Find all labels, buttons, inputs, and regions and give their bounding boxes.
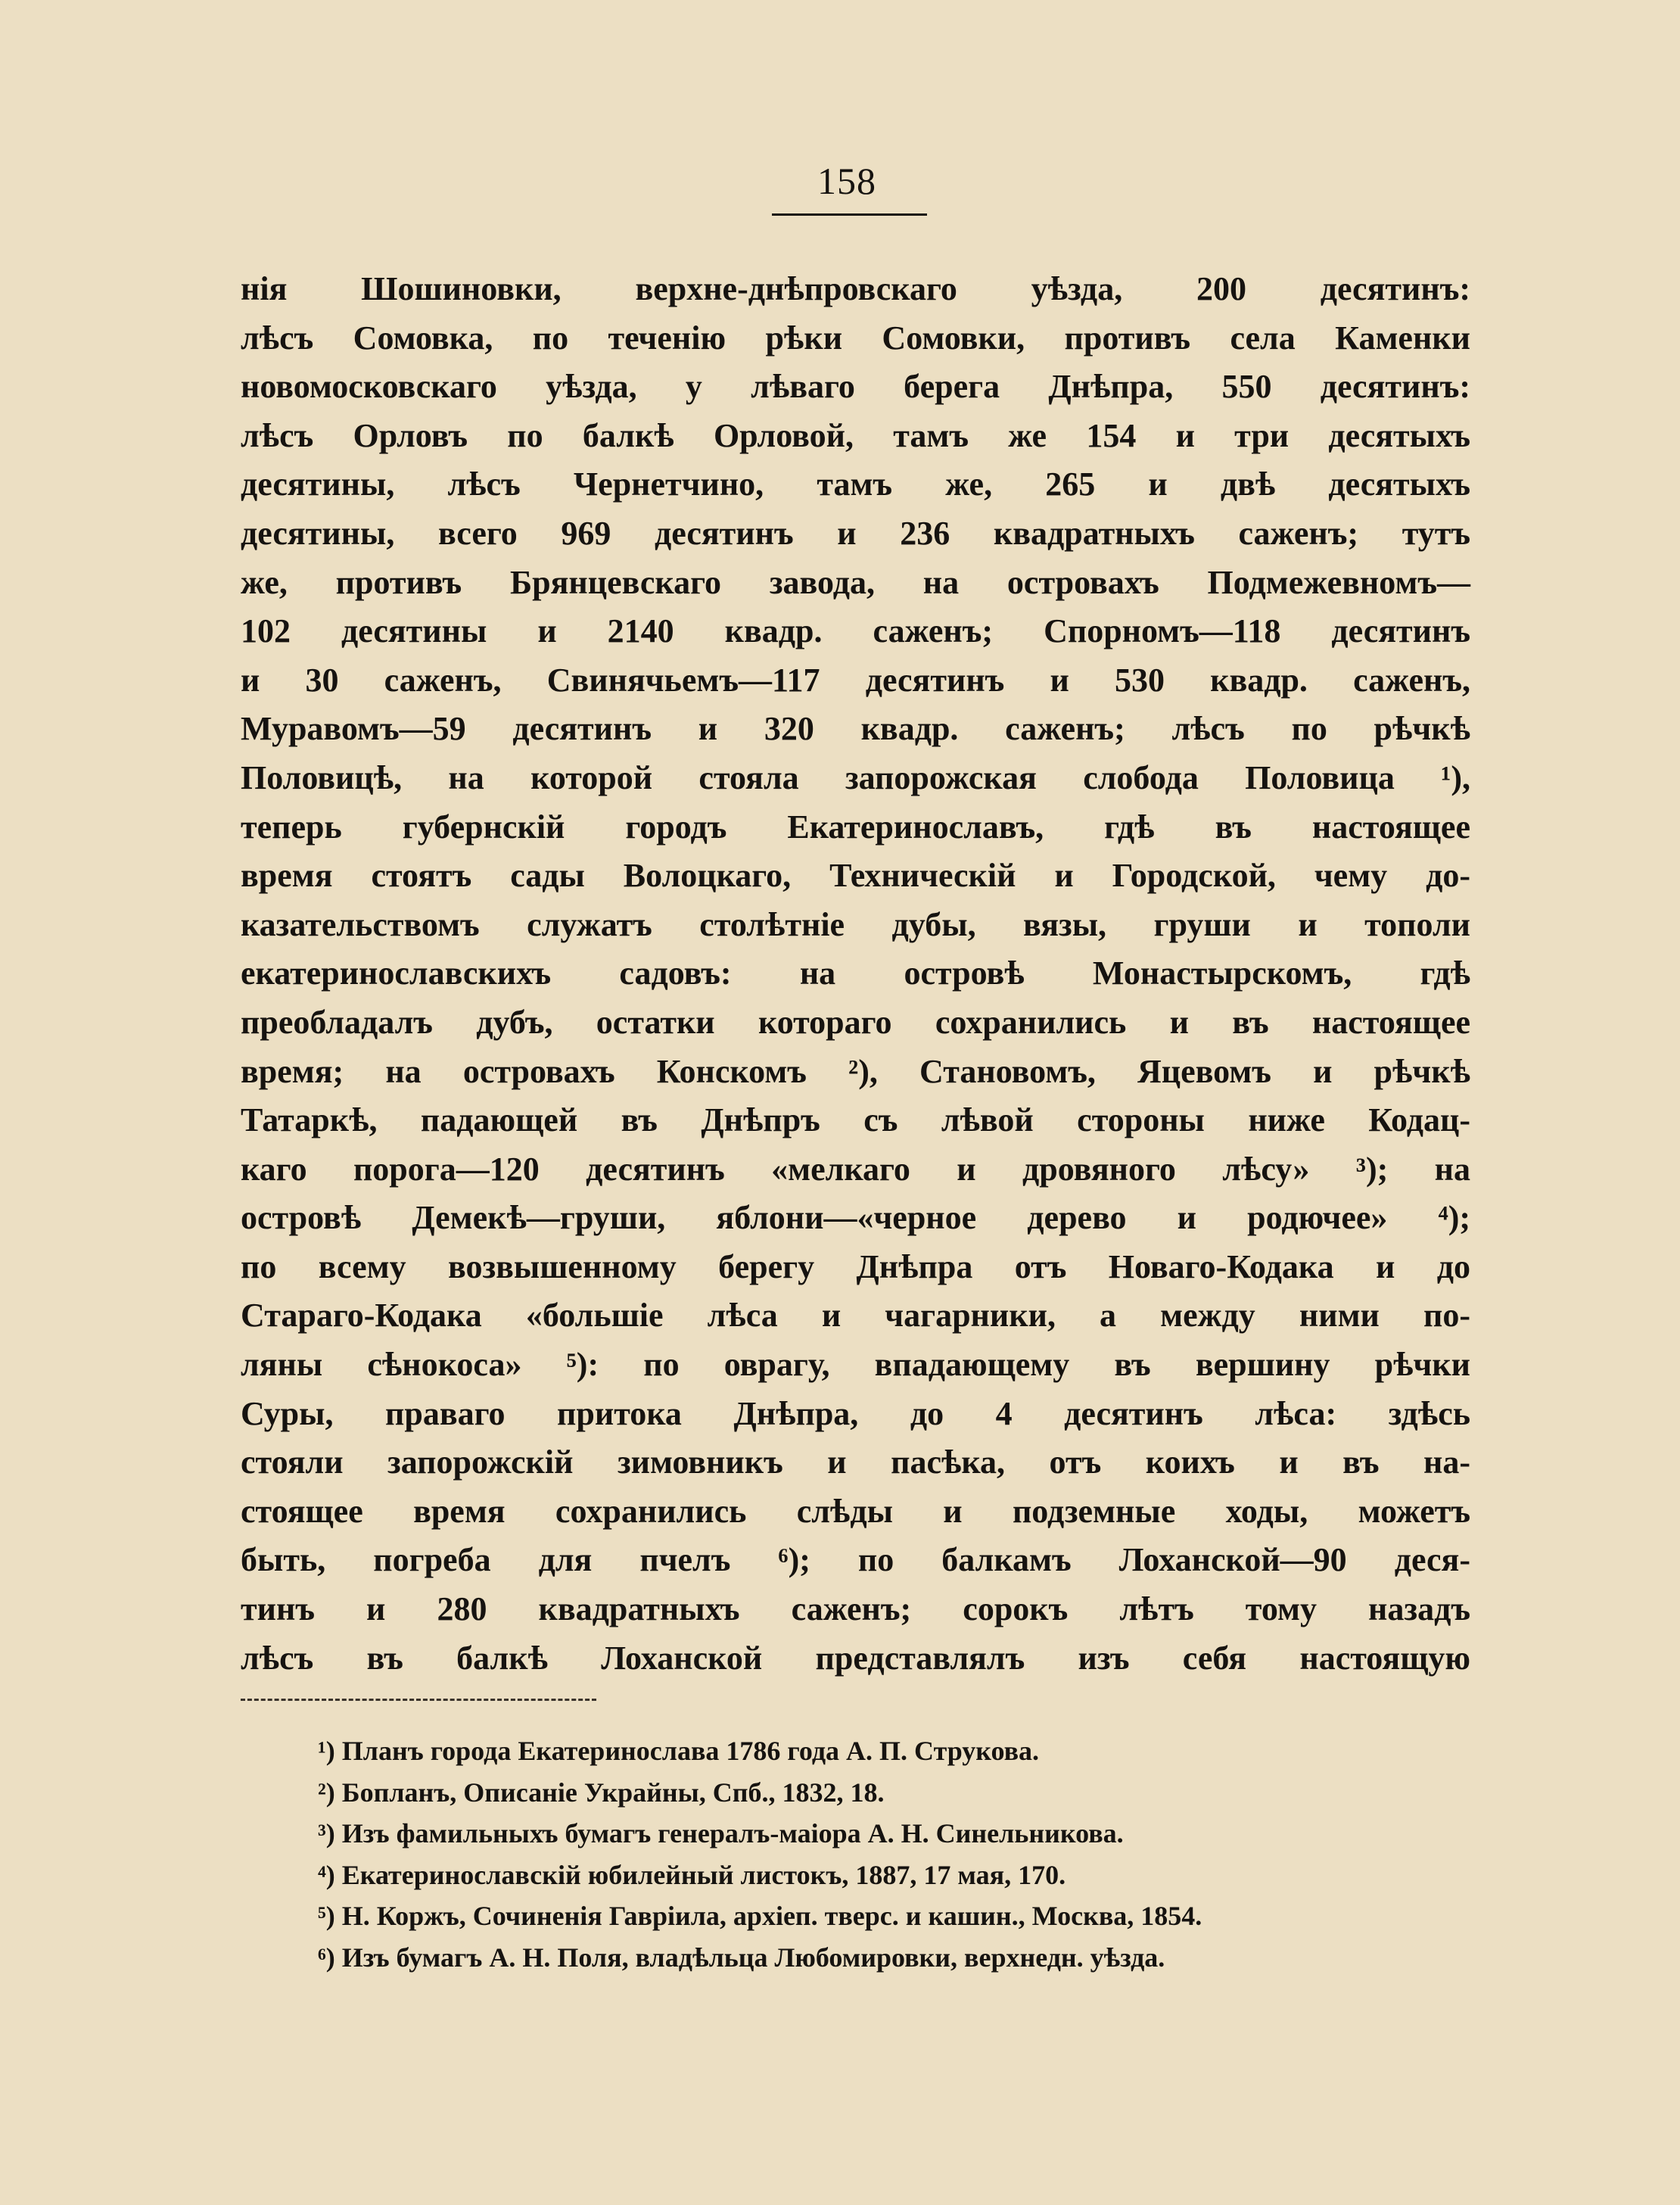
footnotes: [318, 1730, 1483, 1978]
text-line: ляны сѣнокоса» ⁵): по оврагу, впадающему въ вершину рѣчки: [241, 1346, 1470, 1384]
footnote: [318, 1730, 1483, 1772]
footnote-text: Н. Коржъ, Сочиненія Гавріила, архіеп. тверс. и кашин., Москва, 1854.: [341, 1901, 1202, 1931]
footnote-mark: ⁵): [318, 1901, 335, 1931]
text-line: тинъ и 280 квадратныхъ саженъ; сорокъ лѣтъ тому назадъ: [241, 1590, 1470, 1628]
text-line: преобладалъ дубъ, остатки котораго сохранились и въ настоящее: [241, 1003, 1470, 1041]
text-line: же, противъ Брянцевскаго завода, на островахъ Подмежевномъ—: [241, 563, 1470, 601]
text-line: время стоятъ сады Волоцкаго, Техническій и Городской, чему до-: [241, 857, 1470, 895]
text-line: по всему возвышенному берегу Днѣпра отъ Новаго-Кодака и до: [241, 1247, 1470, 1285]
footnote-text: Бопланъ, Описаніе Украйны, Спб., 1832, 18.: [341, 1777, 885, 1808]
footnote: [318, 1772, 1483, 1814]
text-line: теперь губернскій городъ Екатеринославъ, гдѣ въ настоящее: [241, 808, 1470, 846]
footnote-mark: ²): [318, 1777, 335, 1808]
text-line: лѣсъ Орловъ по балкѣ Орловой, тамъ же 154 и три десятыхъ: [241, 416, 1470, 454]
footnote: [318, 1813, 1483, 1855]
text-line: островѣ Демекѣ—груши, яблони—«черное дерево и родючее» ⁴);: [241, 1199, 1470, 1237]
footnote-text: Изъ бумагъ А. Н. Поля, владѣльца Любомировки, верхнедн. уѣзда.: [341, 1942, 1165, 1973]
text-line: Татаркѣ, падающей въ Днѣпръ съ лѣвой стороны ниже Кодац-: [241, 1101, 1470, 1139]
footnote-mark: ⁶): [318, 1942, 335, 1973]
text-line: каго порога—120 десятинъ «мелкаго и дровяного лѣсу» ³); на: [241, 1150, 1470, 1188]
text-line: Суры, праваго притока Днѣпра, до 4 десятинъ лѣса: здѣсь: [241, 1394, 1470, 1432]
footnote-mark: ³): [318, 1818, 335, 1848]
text-line: Стараго-Кодака «большіе лѣса и чагарники, а между ними по-: [241, 1297, 1470, 1335]
footnote-text: Изъ фамильныхъ бумагъ генералъ-маіора А. Н. Синельникова.: [341, 1818, 1124, 1848]
text-line: десятины, всего 969 десятинъ и 236 квадратныхъ саженъ; тутъ: [241, 514, 1470, 552]
page-number: 158: [817, 160, 876, 202]
text-line: новомосковскаго уѣзда, у лѣваго берега Днѣпра, 550 десятинъ:: [241, 368, 1470, 406]
footnote-text: Екатеринославскій юбилейный листокъ, 1887, 17 мая, 170.: [341, 1859, 1066, 1890]
footnote-text: Планъ города Екатеринослава 1786 года А. П. Струкова.: [341, 1736, 1040, 1766]
text-line: Муравомъ—59 десятинъ и 320 квадр. саженъ; лѣсъ по рѣчкѣ: [241, 710, 1470, 748]
text-line: быть, погреба для пчелъ ⁶); по балкамъ Лоханской—90 деся-: [241, 1541, 1470, 1579]
text-line: екатеринославскихъ садовъ: на островѣ Монастырскомъ, гдѣ: [241, 955, 1470, 992]
footnote: [318, 1855, 1483, 1896]
body-text: [241, 265, 1470, 1683]
footnote-mark: ¹): [318, 1736, 335, 1766]
page-number-rule: [772, 213, 927, 216]
text-line: и 30 саженъ, Свинячьемъ—117 десятинъ и 530 квадр. саженъ,: [241, 661, 1470, 699]
text-line: Половицѣ, на которой стояла запорожская слобода Половица ¹),: [241, 758, 1470, 796]
text-line: лѣсъ въ балкѣ Лоханской представлялъ изъ себя настоящую: [241, 1639, 1470, 1677]
text-line: 102 десятины и 2140 квадр. саженъ; Спорномъ—118 десятинъ: [241, 612, 1470, 650]
footnote: [318, 1895, 1483, 1937]
footnote-separator: [241, 1699, 596, 1701]
text-line: нія Шошиновки, верхне-днѣпровскаго уѣзда, 200 десятинъ:: [241, 270, 1470, 307]
text-line: казательствомъ служатъ столѣтніе дубы, вязы, груши и тополи: [241, 905, 1470, 943]
text-line: время; на островахъ Конскомъ ²), Становомъ, Яцевомъ и рѣчкѣ: [241, 1052, 1470, 1090]
footnote-mark: ⁴): [318, 1859, 335, 1890]
footnote: [318, 1937, 1483, 1979]
text-line: стоящее время сохранились слѣды и подземные ходы, можетъ: [241, 1492, 1470, 1530]
text-line: лѣсъ Сомовка, по теченію рѣки Сомовки, противъ села Каменки: [241, 319, 1470, 357]
text-line: десятины, лѣсъ Чернетчино, тамъ же, 265 и двѣ десятыхъ: [241, 466, 1470, 503]
text-line: стояли запорожскій зимовникъ и пасѣка, отъ коихъ и въ на-: [241, 1444, 1470, 1481]
